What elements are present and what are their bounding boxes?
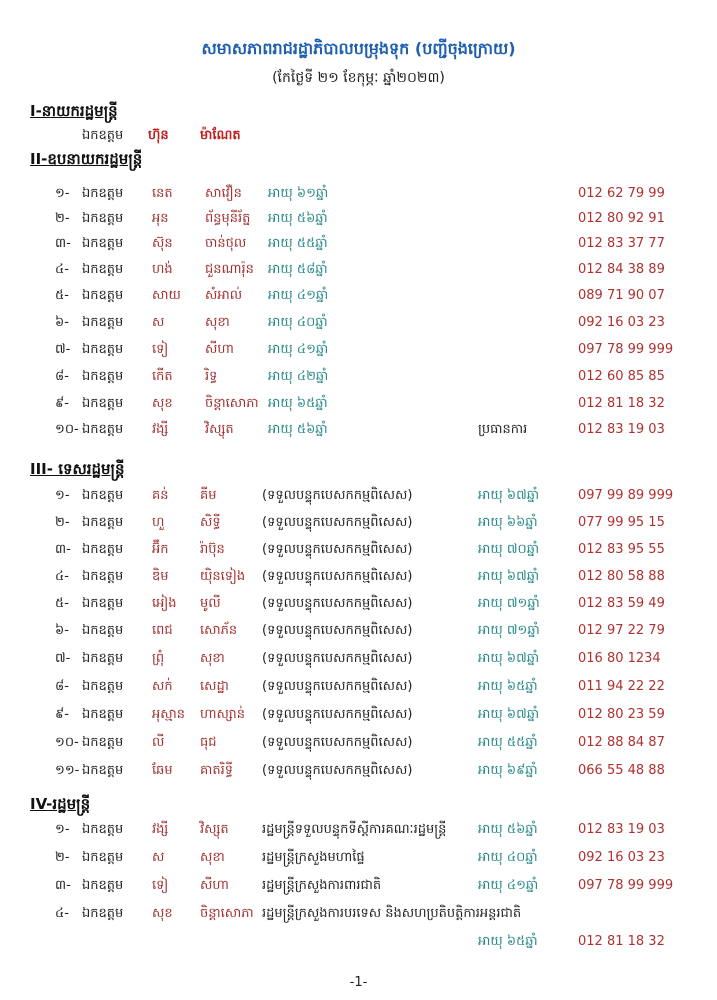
row-role: (ទទួលបន្ទុកបេសកកម្មពិសេស) [262,569,413,584]
row-age: អាយុ ៧១ឆ្នាំ [478,623,540,638]
row-age: អាយុ ៤០ឆ្នាំ [268,315,328,330]
senior-minister-row [0,619,717,643]
row-index: ១១- [55,763,80,778]
row-phone: 089 71 90 07 [578,288,665,303]
document-title: សមាសភាពរាជរដ្ឋាភិបាលបម្រុងទុក (បញ្ជីចុងក្រោយ) [201,39,516,58]
section-deputy-pms: II-ឧបនាយករដ្ឋមន្ត្រី [30,150,143,168]
row-family-name: ស៊ុន [152,236,173,251]
row-family-name: ទៀ [152,878,169,893]
section-senior-ministers: III- ទេសរដ្ឋមន្ត្រី [30,460,125,478]
row-phone: 092 16 03 23 [578,850,665,865]
row-phone: 012 62 79 99 [578,186,665,201]
row-role: (ទទួលបន្ទុកបេសកកម្មពិសេស) [262,763,413,778]
row-role: (ទទួលបន្ទុកបេសកកម្មពិសេស) [262,596,413,611]
pm-row [0,124,717,148]
row-given-name: សោភ័ន [200,623,238,638]
section-prime-minister: I-នាយករដ្ឋមន្ត្រី [30,102,118,120]
deputy-pm-row [0,365,717,389]
row-age: អាយុ ៦៧ឆ្នាំ [478,707,540,722]
row-honorific: ឯកឧត្តម [82,735,124,750]
row-age: អាយុ ៦១ឆ្នាំ [268,186,329,201]
deputy-pm-row [0,258,717,282]
row-honorific: ឯកឧត្តម [82,850,124,865]
row-index: ២- [55,211,70,226]
row-index: ១០- [55,422,79,437]
row-age: អាយុ ៤០ឆ្នាំ [478,850,538,865]
senior-minister-row [0,759,717,783]
row-honorific: ឯកឧត្តម [82,569,124,584]
row-index: ៦- [55,623,69,638]
row-index: ៩- [55,707,69,722]
row-index: ៣- [55,878,71,893]
deputy-pm-row [0,284,717,308]
row-index: ៦- [55,315,69,330]
row-phone: 097 99 89 999 [578,488,674,503]
row-family-name: អុន [152,211,169,226]
row-given-name: រិទ្ធ [205,369,218,384]
row-index: ២- [55,515,70,530]
row-phone: 012 80 58 88 [578,569,665,584]
row-phone: 012 81 18 32 [578,396,665,411]
senior-minister-row [0,592,717,616]
row-role: (ទទួលបន្ទុកបេសកកម្មពិសេស) [262,679,413,694]
row-index: ១០- [55,735,79,750]
row-phone: 012 83 59 49 [578,596,665,611]
row-family-name: គន់ [152,488,169,503]
senior-minister-row [0,731,717,755]
row-given-name: សេដ្ឋា [200,679,229,694]
senior-minister-row [0,484,717,508]
row-family-name: អៀង [152,596,177,611]
row-honorific: ឯកឧត្តម [82,707,124,722]
row-index: ៣- [55,542,71,557]
row-honorific: ឯកឧត្តម [82,288,124,303]
row-index: ១- [55,186,70,201]
row-honorific: ឯកឧត្តម [82,211,124,226]
row-phone: 012 83 37 77 [578,236,665,251]
pm-honorific: ឯកឧត្តម [82,128,124,143]
row-role: (ទទួលបន្ទុកបេសកកម្មពិសេស) [262,542,413,557]
row-honorific: ឯកឧត្តម [82,623,124,638]
row-index: ៤- [55,262,69,277]
row-age: អាយុ ៥៥ឆ្នាំ [478,735,538,750]
row-family-name: សាយ [152,288,181,303]
row-index: ១- [55,822,70,837]
row-family-name: ឌិម [152,569,169,584]
row-family-name: វង្សី [152,822,169,837]
row-phone: 097 78 99 999 [578,878,674,893]
row-index: ៣- [55,236,71,251]
row-age: អាយុ ៥៥ឆ្នាំ [268,236,328,251]
row-family-name: ព្រុំ [152,651,165,666]
row-role: (ទទួលបន្ទុកបេសកកម្មពិសេស) [262,735,413,750]
row-given-name: ចិន្តាសោភា [200,906,254,921]
section-ministers: IV-រដ្ឋមន្ត្រី [30,795,91,813]
row-phone: 097 78 99 999 [578,342,674,357]
row-index: ៤- [55,569,69,584]
row-family-name: ស [152,315,165,330]
senior-minister-row [0,703,717,727]
row-family-name: ពេជ [152,623,173,638]
row-index: ៤- [55,906,69,921]
row-honorific: ឯកឧត្តម [82,422,124,437]
row-family-name: នេត [152,186,173,201]
row-age: អាយុ ៤២ឆ្នាំ [268,369,329,384]
row-given-name: សិទ្ធី [200,515,221,530]
row-given-name: សីហា [205,342,234,357]
pm-family-name: ហ៊ុន [148,128,169,143]
row-age: អាយុ ៦៥ឆ្នាំ [478,934,538,949]
row-family-name: អ៊ឹក [152,542,169,557]
row-given-name: ហាស្សាន់ [200,707,245,722]
deputy-pm-row [0,207,717,231]
row-family-name: សុខ [152,906,173,921]
row-family-name: ឆែម [152,763,173,778]
document-subtitle: (កែថ្ងៃទី ២១ ខែកុម្ភៈ ឆ្នាំ២០២៣) [272,70,445,86]
row-index: ៥- [55,596,69,611]
minister-row [0,818,717,842]
row-age: អាយុ ៥៨ឆ្នាំ [268,262,328,277]
row-honorific: ឯកឧត្តម [82,542,124,557]
row-phone: 011 94 22 22 [578,679,665,694]
row-given-name: ចិន្តាសោភា [205,396,259,411]
row-honorific: ឯកឧត្តម [82,651,124,666]
row-phone: 012 80 92 91 [578,211,665,226]
deputy-pm-row [0,338,717,362]
minister-row-continuation [0,930,717,954]
senior-minister-row [0,675,717,699]
row-age: អាយុ ៤១ឆ្នាំ [268,342,329,357]
row-phone: 012 84 38 89 [578,262,665,277]
row-age: អាយុ ៦៧ឆ្នាំ [478,488,540,503]
row-family-name: វង្សី [152,422,169,437]
row-given-name: ធុជ [200,735,217,750]
row-index: ៧- [55,342,71,357]
row-age: អាយុ ៥៦ឆ្នាំ [268,422,328,437]
row-honorific: ឯកឧត្តម [82,515,124,530]
row-age: អាយុ ៧០ឆ្នាំ [478,542,540,557]
row-role: (ទទួលបន្ទុកបេសកកម្មពិសេស) [262,515,413,530]
row-family-name: សក់ [152,679,173,694]
row-phone: 012 88 84 87 [578,735,665,750]
row-family-name: ទៀ [152,342,169,357]
row-age: អាយុ ៥៦ឆ្នាំ [268,211,328,226]
row-honorific: ឯកឧត្តម [82,186,124,201]
row-phone: 016 80 1234 [578,651,661,666]
row-index: ៨- [55,679,69,694]
row-given-name: ព័ន្ធមុនីរ័ត្ន [205,211,251,226]
row-age: អាយុ ៦៩ឆ្នាំ [478,763,538,778]
row-phone: 012 83 19 03 [578,422,665,437]
row-honorific: ឯកឧត្តម [82,596,124,611]
senior-minister-row [0,647,717,671]
row-index: ៥- [55,288,69,303]
row-role: (ទទួលបន្ទុកបេសកកម្មពិសេស) [262,488,413,503]
row-given-name: សុខា [200,651,225,666]
row-role: ប្រធានការ [478,422,528,437]
row-role: (ទទួលបន្ទុកបេសកកម្មពិសេស) [262,707,413,722]
row-age: អាយុ ៦៥ឆ្នាំ [268,396,328,411]
row-honorific: ឯកឧត្តម [82,236,124,251]
minister-row [0,874,717,898]
row-given-name: វិស្សុត [200,822,229,837]
row-index: ៧- [55,651,71,666]
row-family-name: ហួ [152,515,165,530]
row-given-name: យ៉ិនទៀង [200,569,246,584]
row-age: អាយុ ៤១ឆ្នាំ [478,878,539,893]
row-phone: 012 81 18 32 [578,934,665,949]
deputy-pm-row [0,182,717,206]
row-family-name: សុខ [152,396,173,411]
senior-minister-row [0,538,717,562]
row-phone: 012 97 22 79 [578,623,665,638]
deputy-pm-row [0,311,717,335]
row-given-name: គីម [200,488,217,503]
minister-row [0,846,717,870]
row-given-name: សុខា [200,850,225,865]
row-honorific: ឯកឧត្តម [82,488,124,503]
row-honorific: ឯកឧត្តម [82,679,124,694]
row-given-name: ចាន់ថុល [205,236,247,251]
row-given-name: សុខា [205,315,230,330]
senior-minister-row [0,511,717,535]
row-honorific: ឯកឧត្តម [82,262,124,277]
row-given-name: សីហា [200,878,229,893]
row-role: (ទទួលបន្ទុកបេសកកម្មពិសេស) [262,623,413,638]
page-number: -1- [349,975,368,990]
row-age: អាយុ ៥៦ឆ្នាំ [478,822,538,837]
senior-minister-row [0,565,717,589]
deputy-pm-row [0,392,717,416]
row-phone: 012 83 19 03 [578,822,665,837]
row-role: រដ្ឋមន្ត្រីទទួលបន្ទុកទីស្តីការគណៈរដ្ឋមន្ត្រី [262,822,447,837]
row-role: រដ្ឋមន្ត្រីក្រសួងការពារជាតិ [262,878,382,893]
row-honorific: ឯកឧត្តម [82,315,124,330]
row-role: រដ្ឋមន្ត្រីក្រសួងការបរទេស និងសហប្រតិបត្តិការអន្តរជាតិ [262,906,522,921]
row-given-name: រ៉ាប៊ុន [200,542,225,557]
row-index: ៨- [55,369,69,384]
row-honorific: ឯកឧត្តម [82,342,124,357]
row-index: ១- [55,488,70,503]
row-given-name: គាតរិទ្ធី [200,763,234,778]
row-phone: 012 60 85 85 [578,369,665,384]
row-age: អាយុ ៤១ឆ្នាំ [268,288,329,303]
deputy-pm-row [0,418,717,442]
row-given-name: សាវឿន [205,186,242,201]
row-given-name: ជួនណារ៉ុន [205,262,254,277]
row-age: អាយុ ៧១ឆ្នាំ [478,596,540,611]
row-honorific: ឯកឧត្តម [82,906,124,921]
minister-row [0,902,717,926]
row-honorific: ឯកឧត្តម [82,878,124,893]
row-family-name: ហង់ [152,262,173,277]
row-age: អាយុ ៦៧ឆ្នាំ [478,651,540,666]
row-family-name: ស [152,850,165,865]
row-phone: 012 83 95 55 [578,542,665,557]
row-given-name: មូលី [200,596,221,611]
row-age: អាយុ ៦៦ឆ្នាំ [478,515,538,530]
row-family-name: លី [152,735,165,750]
row-role: រដ្ឋមន្ត្រីក្រសួងមហាផ្ទៃ [262,850,365,865]
row-phone: 012 80 23 59 [578,707,665,722]
deputy-pm-row [0,232,717,256]
row-role: (ទទួលបន្ទុកបេសកកម្មពិសេស) [262,651,413,666]
row-honorific: ឯកឧត្តម [82,822,124,837]
row-phone: 092 16 03 23 [578,315,665,330]
row-family-name: កើត [152,369,173,384]
row-given-name: វិស្សុត [205,422,234,437]
row-age: អាយុ ៦៥ឆ្នាំ [478,679,538,694]
row-index: ៩- [55,396,69,411]
row-index: ២- [55,850,70,865]
row-honorific: ឯកឧត្តម [82,396,124,411]
row-age: អាយុ ៦៧ឆ្នាំ [478,569,540,584]
row-phone: 066 55 48 88 [578,763,665,778]
row-honorific: ឯកឧត្តម [82,763,124,778]
row-given-name: សំអាល់ [205,288,243,303]
row-family-name: អុស្មាន [152,707,186,722]
row-honorific: ឯកឧត្តម [82,369,124,384]
pm-given-name: ម៉ាណែត [200,128,241,143]
row-phone: 077 99 95 15 [578,515,665,530]
